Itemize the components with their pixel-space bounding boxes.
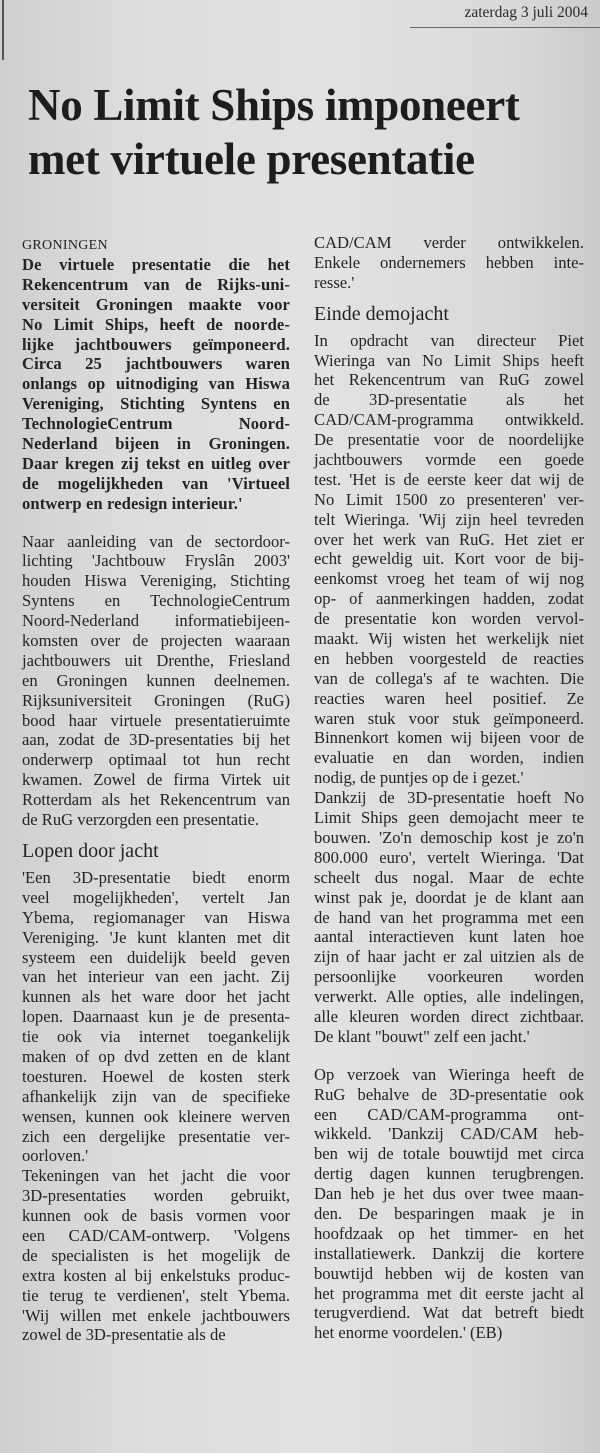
text-line: verwerkt. Alle opties, alle indelingen, bbox=[314, 987, 584, 1007]
subheading: Lopen door jacht bbox=[22, 839, 159, 862]
text-line: Enkele ondernemers hebben inte- bbox=[314, 252, 584, 272]
text-line: nodig, de puntjes op de i gezet.' bbox=[314, 768, 524, 788]
text-line: lopen. Daarnaast kun je de presenta- bbox=[22, 1007, 290, 1027]
text-line: Vereniging. 'Je kunt klanten met dit bbox=[22, 927, 290, 947]
text-line: het Rekencentrum van RuG zowel bbox=[314, 370, 584, 390]
text-line: Rotterdam als het Rekencentrum van bbox=[22, 790, 290, 810]
text-line: en Groningen kunnen deelnemen. bbox=[22, 670, 290, 690]
subheading: Einde demojacht bbox=[314, 302, 449, 325]
text-line: Syntens en TechnologieCentrum bbox=[22, 591, 290, 611]
text-line: No Limit Ships, heeft de noorde- bbox=[22, 314, 290, 334]
text-line: de specialisten is het mogelijk de bbox=[22, 1245, 290, 1265]
text-line: van de collega's af te wachten. Die bbox=[314, 668, 584, 688]
text-line: over het werk van RuG. Het ziet er bbox=[314, 529, 584, 549]
text-line: systeem een duidelijk beeld geven bbox=[22, 947, 290, 967]
text-line: bouwtijd hebben wij de kosten van bbox=[314, 1263, 584, 1283]
paragraph bbox=[314, 1065, 584, 1343]
text-line: 'Een 3D-presentatie biedt enorm bbox=[22, 867, 290, 887]
text-line: jachtbouwers uit Drenthe, Friesland bbox=[22, 650, 290, 670]
text-line: de mogelijkheden van 'Virtueel bbox=[22, 473, 290, 493]
text-line: Rijksuniversiteit Groningen (RuG) bbox=[22, 690, 290, 710]
text-line: jachtbouwers vormde een goede bbox=[314, 450, 584, 470]
text-line: Wieringa van No Limit Ships heeft bbox=[314, 350, 584, 370]
text-line: Naar aanleiding van de sectordoor- bbox=[22, 531, 290, 551]
text-line: TechnologieCentrum Noord- bbox=[22, 414, 290, 434]
paragraph-gap bbox=[314, 1047, 584, 1065]
text-line: winst pak je, doordat je de klant aan bbox=[314, 887, 584, 907]
text-line: Noord-Nederland informatiebijeen- bbox=[22, 611, 290, 631]
text-line: de RuG verzorgden een presentatie. bbox=[22, 810, 259, 830]
text-line: Circa 25 jachtbouwers waren bbox=[22, 354, 290, 374]
text-line: De klant "bouwt" zelf een jacht.' bbox=[314, 1026, 530, 1046]
text-line: zijn of haar jacht er zal uitzien als de bbox=[314, 947, 584, 967]
text-line: evaluatie en dan worden, indien bbox=[314, 748, 584, 768]
text-line: maakt. Wij wisten het werkelijk niet bbox=[314, 629, 584, 649]
text-line: het programma met dit eerste jacht al bbox=[314, 1283, 584, 1303]
text-line: wensen, kunnen ook kleinere werven bbox=[22, 1106, 290, 1126]
text-line: het enorme voordelen.' (EB) bbox=[314, 1323, 503, 1343]
publication-date: zaterdag 3 juli 2004 bbox=[464, 4, 588, 21]
text-line: Ybema, regiomanager van Hiswa bbox=[22, 907, 290, 927]
text-line: bood haar virtuele presentatieruimte bbox=[22, 710, 290, 730]
article-column-left bbox=[22, 236, 290, 1345]
text-line: resse.' bbox=[314, 272, 355, 292]
text-line: Dankzij de 3D-presentatie hoeft No bbox=[314, 788, 584, 808]
text-line: en hebben voorgesteld de reacties bbox=[314, 648, 584, 668]
text-line: tie ook via internet toegankelijk bbox=[22, 1027, 290, 1047]
paragraph bbox=[314, 788, 584, 1047]
text-line: onderwerp optimaal tot hun recht bbox=[22, 750, 290, 770]
text-line: test. 'Het is de eerste keer dat wij de bbox=[314, 469, 584, 489]
text-line: lijke jachtbouwers geïmponeerd. bbox=[22, 334, 290, 354]
text-line: Rekencentrum van de Rijks-uni- bbox=[22, 274, 290, 294]
text-line: van het interieur van een jacht. Zij bbox=[22, 967, 290, 987]
text-line: dertig dagen kunnen terugbrengen. bbox=[314, 1164, 584, 1184]
text-line: versiteit Groningen maakte voor bbox=[22, 294, 290, 314]
text-line: CAD/CAM verder ontwikkelen. bbox=[314, 233, 584, 252]
paragraph bbox=[314, 331, 584, 788]
text-line: extra kosten al bij enkelstuks produc- bbox=[22, 1265, 290, 1285]
text-line: houden Hiswa Vereniging, Stichting bbox=[22, 571, 290, 591]
text-line: 3D-presentaties worden gebruikt, bbox=[22, 1186, 290, 1206]
text-line: reacties waren heel positief. Ze bbox=[314, 688, 584, 708]
text-line: 'Wij willen met enkele jachtbouwers bbox=[22, 1305, 290, 1325]
text-line: onlangs op uitnodiging van Hiswa bbox=[22, 374, 290, 394]
text-line: bouwen. 'Zo'n demoschip kost je zo'n bbox=[314, 827, 584, 847]
text-line: oorloven.' bbox=[22, 1146, 89, 1166]
text-line: een CAD/CAM-ontwerp. 'Volgens bbox=[22, 1225, 290, 1245]
text-line: komsten over de projecten waaraan bbox=[22, 631, 290, 651]
text-line: aan, zodat de 3D-presentaties bij het bbox=[22, 730, 290, 750]
text-line: toesturen. Hoewel de kosten sterk bbox=[22, 1066, 290, 1086]
text-line: De presentatie voor de noordelijke bbox=[314, 430, 584, 450]
text-line: persoonlijke voorkeuren worden bbox=[314, 967, 584, 987]
text-line: ben wij de totale bouwtijd met circa bbox=[314, 1144, 584, 1164]
text-line: maken of op dvd zetten en de klant bbox=[22, 1046, 290, 1066]
lead-paragraph bbox=[22, 255, 290, 514]
text-line: installatiewerk. Dankzij die kortere bbox=[314, 1243, 584, 1263]
text-line: waren stuk voor stuk geïmponeerd. bbox=[314, 708, 584, 728]
text-line: telt Wieringa. 'Wij zijn heel tevreden bbox=[314, 509, 584, 529]
text-line: Nederland bijeen in Groningen. bbox=[22, 434, 290, 454]
paragraph bbox=[314, 233, 584, 293]
text-line: De virtuele presentatie die het bbox=[22, 255, 290, 274]
text-line: den. De besparingen maak je in bbox=[314, 1203, 584, 1223]
headline-line: met virtuele presentatie bbox=[28, 134, 475, 184]
headline-line: No Limit Ships imponeert bbox=[28, 80, 520, 130]
text-line: eenkomst vroeg het team of wij nog bbox=[314, 569, 584, 589]
text-line: kwamen. Zowel de firma Virtek uit bbox=[22, 770, 290, 790]
text-line: echt geweldig uit. Kort voor de bij- bbox=[314, 549, 584, 569]
text-line: zich een dergelijke presentatie ver- bbox=[22, 1126, 290, 1146]
text-line: een CAD/CAM-programma ont- bbox=[314, 1104, 584, 1124]
text-line: zowel de 3D-presentatie als de bbox=[22, 1325, 226, 1345]
text-line: Binnenkort komen wij bijeen voor de bbox=[314, 728, 584, 748]
text-line: Dan heb je het dus over twee maan- bbox=[314, 1184, 584, 1204]
text-line: ontwerp en redesign interieur.' bbox=[22, 493, 243, 513]
text-line: CAD/CAM-programma ontwikkeld. bbox=[314, 410, 584, 430]
paragraph bbox=[22, 868, 290, 1166]
text-line: 800.000 euro', vertelt Wieringa. 'Dat bbox=[314, 847, 584, 867]
text-line: veel mogelijkheden', vertelt Jan bbox=[22, 887, 290, 907]
text-line: RuG behalve de 3D-presentatie ook bbox=[314, 1084, 584, 1104]
text-line: de hand van het programma met een bbox=[314, 907, 584, 927]
text-line: kunnen ook de basis vormen voor bbox=[22, 1206, 290, 1226]
text-line: Daar kregen zij tekst en uitleg over bbox=[22, 453, 290, 473]
text-line: No Limit 1500 zo presenteren' ver- bbox=[314, 489, 584, 509]
text-line: de presentatie kon worden vervol- bbox=[314, 609, 584, 629]
text-line: Limit Ships geen demojacht meer te bbox=[314, 808, 584, 828]
paragraph bbox=[22, 532, 290, 830]
text-line: de 3D-presentatie als het bbox=[314, 390, 584, 410]
text-line: Vereniging, Stichting Syntens en bbox=[22, 394, 290, 414]
paragraph bbox=[22, 1166, 290, 1345]
text-line: afhankelijk zijn van de specifieke bbox=[22, 1086, 290, 1106]
text-line: terugverdiend. Wat dat betreft biedt bbox=[314, 1303, 584, 1323]
text-line: op- of aanmerkingen hadden, zodat bbox=[314, 589, 584, 609]
text-line: tie terug te verdienen', stelt Ybema. bbox=[22, 1285, 290, 1305]
text-line: Op verzoek van Wieringa heeft de bbox=[314, 1064, 584, 1084]
header-rule bbox=[410, 27, 600, 28]
article-column-right bbox=[314, 233, 584, 1343]
paragraph-gap bbox=[22, 514, 290, 532]
text-line: aantal interactieven kunt laten hoe bbox=[314, 927, 584, 947]
dateline: GRONINGEN bbox=[22, 238, 108, 253]
text-line: wikkeld. 'Dankzij CAD/CAM heb- bbox=[314, 1124, 584, 1144]
text-line: kunnen als het ware door het jacht bbox=[22, 987, 290, 1007]
text-line: hoofdzaak op het timmer- en het bbox=[314, 1223, 584, 1243]
text-line: Tekeningen van het jacht die voor bbox=[22, 1166, 290, 1186]
text-line: alle kleuren worden direct zichtbaar. bbox=[314, 1006, 584, 1026]
text-line: scheelt dus nogal. Maar de echte bbox=[314, 867, 584, 887]
article-headline bbox=[28, 78, 588, 186]
text-line: lichting 'Jachtbouw Fryslân 2003' bbox=[22, 551, 290, 571]
text-line: In opdracht van directeur Piet bbox=[314, 330, 584, 350]
margin-rule bbox=[2, 0, 4, 60]
